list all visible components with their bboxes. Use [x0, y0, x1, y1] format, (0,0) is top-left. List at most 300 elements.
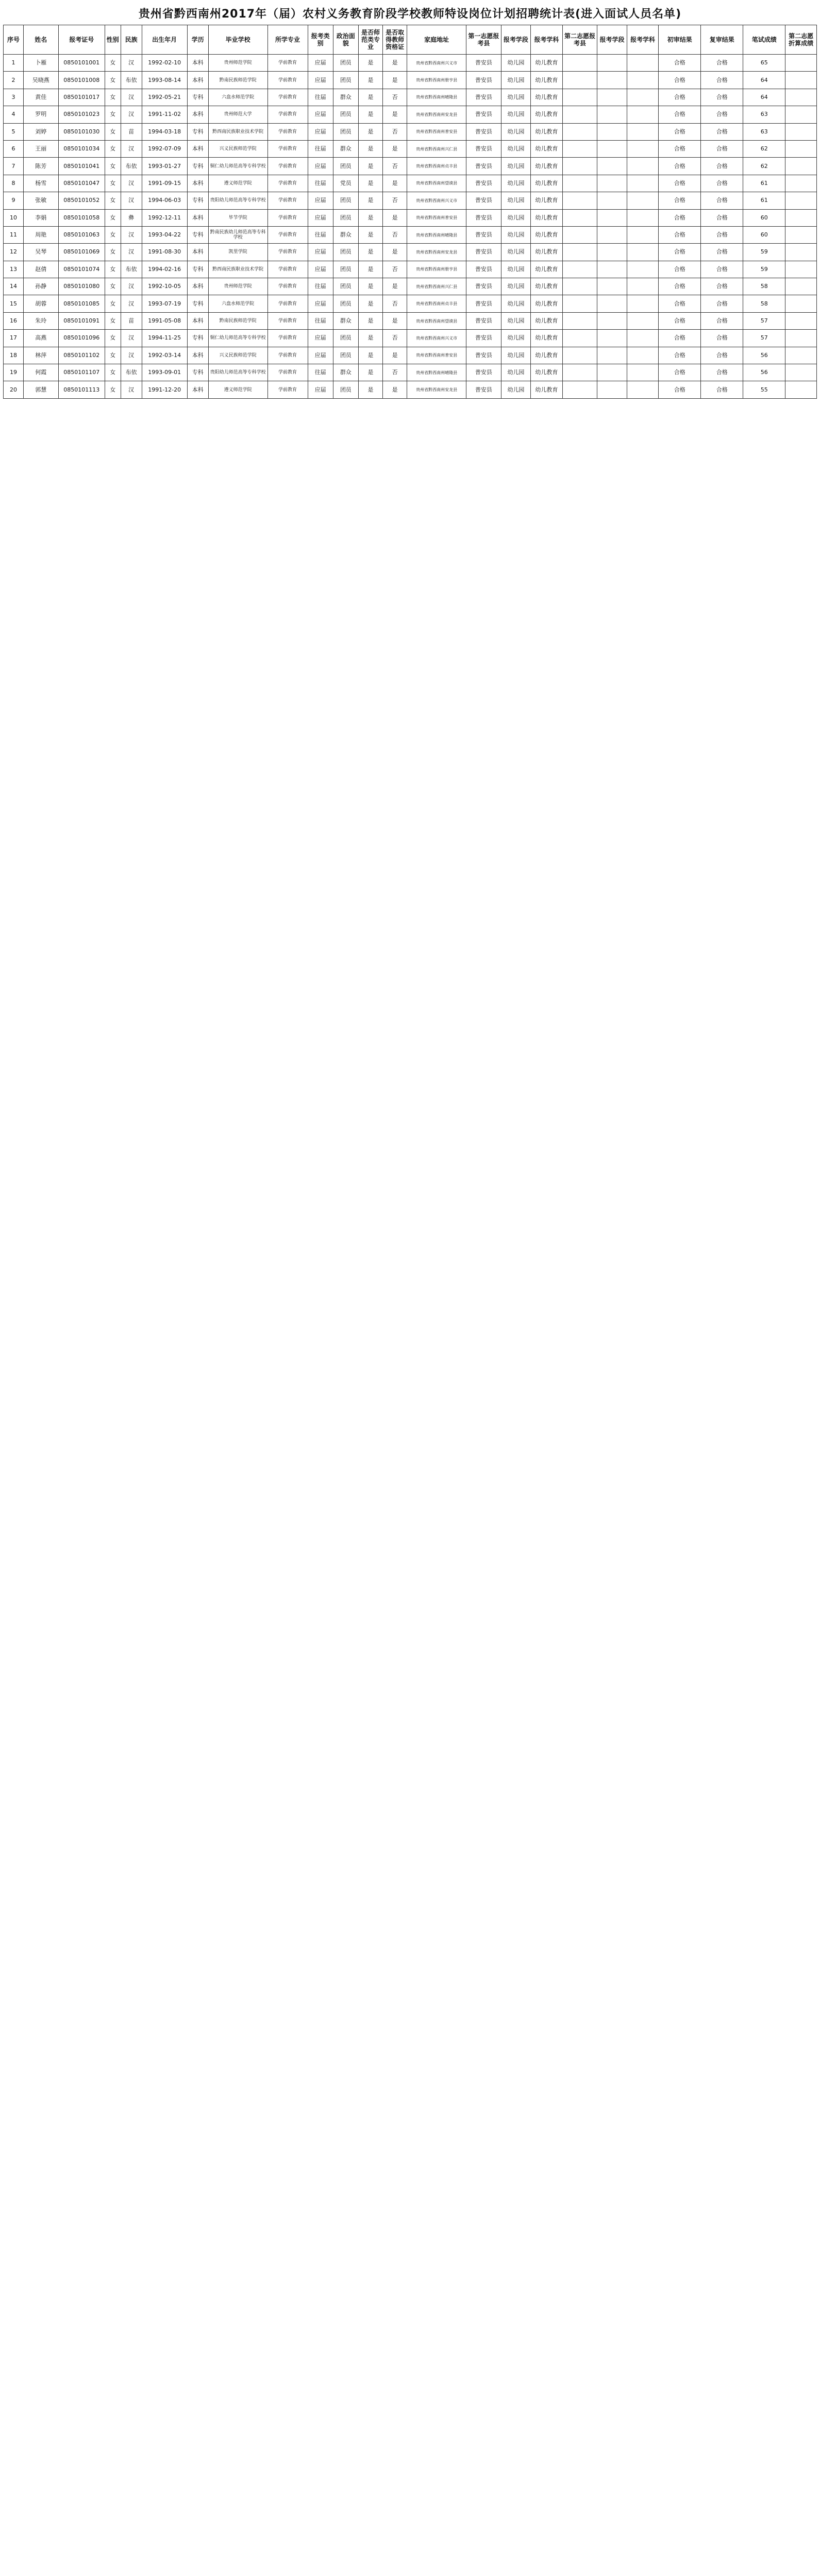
table-cell: 学前教育: [267, 72, 308, 89]
table-cell: 1993-07-19: [142, 295, 187, 312]
table-cell: 是: [358, 261, 382, 278]
table-cell: 团员: [333, 192, 358, 209]
table-cell: 是: [358, 140, 382, 157]
table-cell: 普安县: [466, 312, 501, 329]
table-cell: 4: [4, 106, 24, 123]
table-cell: 是: [383, 244, 407, 261]
table-cell: [597, 244, 627, 261]
table-cell: 合格: [659, 261, 701, 278]
table-cell: 1991-09-15: [142, 175, 187, 192]
table-cell: [562, 226, 597, 243]
table-cell: 贵州省黔西南州望谟县: [407, 312, 466, 329]
table-cell: 兴义民族师范学院: [208, 347, 267, 364]
table-cell: 合格: [659, 123, 701, 140]
table-cell: [627, 175, 659, 192]
table-cell: 1994-02-16: [142, 261, 187, 278]
table-cell: 13: [4, 261, 24, 278]
table-cell: 合格: [659, 209, 701, 226]
table-cell: [597, 364, 627, 381]
table-cell: 幼儿教育: [531, 106, 563, 123]
table-cell: 学前教育: [267, 261, 308, 278]
table-cell: 58: [743, 295, 785, 312]
table-cell: 0850101047: [58, 175, 105, 192]
table-row: [4, 244, 817, 261]
table-cell: 否: [383, 226, 407, 243]
table-cell: 应届: [308, 295, 333, 312]
table-cell: 0850101107: [58, 364, 105, 381]
table-cell: 是: [358, 158, 382, 175]
table-cell: 学前教育: [267, 123, 308, 140]
table-row: [4, 123, 817, 140]
table-cell: 0850101080: [58, 278, 105, 295]
table-cell: 合格: [701, 55, 743, 72]
table-cell: 女: [105, 55, 121, 72]
table-cell: 黔西南民族职业技术学院: [208, 261, 267, 278]
document-title: 贵州省黔西南州2017年（届）农村义务教育阶段学校教师特设岗位计划招聘统计表(进入面试人员名单): [138, 8, 682, 21]
table-cell: 60: [743, 226, 785, 243]
table-cell: 8: [4, 175, 24, 192]
table-cell: [627, 72, 659, 89]
table-cell: 团员: [333, 72, 358, 89]
table-cell: 合格: [659, 347, 701, 364]
table-cell: 是: [358, 278, 382, 295]
table-cell: 汉: [121, 278, 142, 295]
table-cell: 幼儿教育: [531, 209, 563, 226]
table-cell: 凯里学院: [208, 244, 267, 261]
table-cell: 14: [4, 278, 24, 295]
column-header: 民族: [121, 25, 142, 55]
table-cell: 兴义民族师范学院: [208, 140, 267, 157]
table-cell: [562, 89, 597, 106]
table-cell: 团员: [333, 261, 358, 278]
table-row: [4, 295, 817, 312]
table-cell: 女: [105, 295, 121, 312]
table-cell: 女: [105, 226, 121, 243]
table-cell: [597, 123, 627, 140]
table-cell: 普安县: [466, 226, 501, 243]
table-row: [4, 158, 817, 175]
table-row: [4, 364, 817, 381]
table-cell: 学前教育: [267, 209, 308, 226]
table-cell: 遵义师范学院: [208, 381, 267, 398]
table-cell: 黔西南民族职业技术学院: [208, 123, 267, 140]
table-cell: 幼儿教育: [531, 55, 563, 72]
table-cell: 20: [4, 381, 24, 398]
table-cell: 合格: [701, 295, 743, 312]
table-cell: 黔南民族师范学院: [208, 312, 267, 329]
table-cell: [627, 55, 659, 72]
table-cell: 学前教育: [267, 55, 308, 72]
table-cell: 本科: [187, 381, 208, 398]
table-cell: 普安县: [466, 330, 501, 347]
table-cell: 合格: [701, 261, 743, 278]
table-cell: [627, 158, 659, 175]
table-cell: 幼儿园: [501, 72, 530, 89]
table-row: [4, 175, 817, 192]
table-cell: 幼儿园: [501, 209, 530, 226]
table-cell: 合格: [701, 140, 743, 157]
table-cell: 贵州省黔西南州晴隆县: [407, 89, 466, 106]
table-cell: 合格: [659, 364, 701, 381]
table-cell: [785, 175, 817, 192]
table-cell: 1992-05-21: [142, 89, 187, 106]
table-cell: 本科: [187, 175, 208, 192]
table-cell: 贵州省黔西南州普安县: [407, 123, 466, 140]
table-cell: 胡蓉: [23, 295, 58, 312]
table-cell: 女: [105, 72, 121, 89]
table-cell: 贵州省黔西南州望谟县: [407, 175, 466, 192]
table-cell: [597, 347, 627, 364]
table-cell: [562, 381, 597, 398]
table-row: [4, 278, 817, 295]
table-cell: 苗: [121, 312, 142, 329]
column-header: 复审结果: [701, 25, 743, 55]
table-cell: 应届: [308, 244, 333, 261]
table-cell: [785, 312, 817, 329]
table-cell: 合格: [659, 158, 701, 175]
table-cell: 幼儿教育: [531, 381, 563, 398]
table-cell: [562, 347, 597, 364]
table-cell: 群众: [333, 364, 358, 381]
table-cell: 贵州省黔西南州晴隆县: [407, 364, 466, 381]
table-cell: 汉: [121, 89, 142, 106]
table-cell: [785, 364, 817, 381]
table-cell: [627, 295, 659, 312]
table-cell: [562, 140, 597, 157]
table-cell: [562, 295, 597, 312]
table-row: [4, 192, 817, 209]
table-cell: 合格: [701, 209, 743, 226]
table-cell: 幼儿园: [501, 106, 530, 123]
table-cell: [785, 55, 817, 72]
table-cell: [627, 106, 659, 123]
table-cell: 1994-03-18: [142, 123, 187, 140]
table-cell: 是: [358, 209, 382, 226]
table-cell: 63: [743, 106, 785, 123]
table-cell: [562, 261, 597, 278]
table-cell: 幼儿教育: [531, 140, 563, 157]
table-cell: 本科: [187, 278, 208, 295]
table-cell: 否: [383, 364, 407, 381]
table-cell: 女: [105, 158, 121, 175]
table-cell: 幼儿园: [501, 278, 530, 295]
column-header: 毕业学校: [208, 25, 267, 55]
table-cell: 1991-08-30: [142, 244, 187, 261]
table-cell: 罗明: [23, 106, 58, 123]
table-cell: 17: [4, 330, 24, 347]
table-cell: 是: [358, 244, 382, 261]
table-cell: 汉: [121, 106, 142, 123]
table-cell: [627, 347, 659, 364]
table-cell: 普安县: [466, 55, 501, 72]
table-cell: 布依: [121, 158, 142, 175]
table-cell: 0850101091: [58, 312, 105, 329]
table-cell: 应届: [308, 72, 333, 89]
table-cell: 团员: [333, 209, 358, 226]
table-cell: 否: [383, 261, 407, 278]
table-cell: 学前教育: [267, 192, 308, 209]
table-cell: 专科: [187, 226, 208, 243]
table-cell: 是: [358, 192, 382, 209]
table-cell: 合格: [659, 175, 701, 192]
column-header: 出生年月: [142, 25, 187, 55]
table-cell: 女: [105, 123, 121, 140]
table-cell: 是: [383, 347, 407, 364]
table-cell: 幼儿教育: [531, 158, 563, 175]
table-cell: 是: [358, 89, 382, 106]
table-cell: 卜雁: [23, 55, 58, 72]
table-cell: 本科: [187, 347, 208, 364]
table-cell: 1993-09-01: [142, 364, 187, 381]
table-cell: 是: [383, 72, 407, 89]
table-cell: 是: [383, 278, 407, 295]
table-cell: 10: [4, 209, 24, 226]
table-cell: 11: [4, 226, 24, 243]
table-cell: 贵州省黔西南州安龙县: [407, 381, 466, 398]
table-cell: 黔南民族幼儿师范高等专科学校: [208, 226, 267, 243]
table-cell: 幼儿园: [501, 312, 530, 329]
table-cell: 合格: [659, 72, 701, 89]
table-cell: 学前教育: [267, 140, 308, 157]
table-cell: 否: [383, 295, 407, 312]
table-cell: 65: [743, 55, 785, 72]
table-cell: 55: [743, 381, 785, 398]
table-cell: 19: [4, 364, 24, 381]
table-cell: 合格: [701, 244, 743, 261]
table-cell: [627, 209, 659, 226]
table-cell: 女: [105, 347, 121, 364]
table-cell: 合格: [701, 175, 743, 192]
table-cell: 贵阳幼儿师范高等专科学校: [208, 192, 267, 209]
table-cell: 64: [743, 89, 785, 106]
table-cell: 学前教育: [267, 106, 308, 123]
table-cell: 0850101058: [58, 209, 105, 226]
table-cell: 幼儿园: [501, 295, 530, 312]
table-cell: 学前教育: [267, 89, 308, 106]
table-cell: 林萍: [23, 347, 58, 364]
table-row: [4, 330, 817, 347]
table-cell: 学前教育: [267, 175, 308, 192]
table-cell: 应届: [308, 381, 333, 398]
table-cell: 是: [358, 175, 382, 192]
table-cell: 是: [358, 123, 382, 140]
table-cell: 3: [4, 89, 24, 106]
table-cell: 党员: [333, 175, 358, 192]
table-cell: [597, 55, 627, 72]
table-cell: 苗: [121, 123, 142, 140]
table-cell: [597, 330, 627, 347]
table-cell: 否: [383, 158, 407, 175]
table-cell: [562, 106, 597, 123]
table-cell: 61: [743, 175, 785, 192]
table-cell: [597, 89, 627, 106]
table-cell: 合格: [701, 364, 743, 381]
table-cell: 幼儿教育: [531, 261, 563, 278]
table-cell: 汉: [121, 381, 142, 398]
table-cell: 58: [743, 278, 785, 295]
table-cell: 合格: [659, 295, 701, 312]
table-cell: 学前教育: [267, 226, 308, 243]
table-cell: 5: [4, 123, 24, 140]
table-cell: [597, 226, 627, 243]
table-cell: 汉: [121, 347, 142, 364]
table-cell: [562, 55, 597, 72]
table-cell: 贵阳幼儿师范高等专科学校: [208, 364, 267, 381]
table-cell: 0850101096: [58, 330, 105, 347]
table-cell: 汉: [121, 295, 142, 312]
table-cell: 布依: [121, 261, 142, 278]
table-cell: 合格: [659, 278, 701, 295]
table-cell: [597, 140, 627, 157]
table-cell: 62: [743, 158, 785, 175]
table-cell: 合格: [701, 192, 743, 209]
table-cell: 0850101069: [58, 244, 105, 261]
table-cell: 0850101102: [58, 347, 105, 364]
table-cell: 61: [743, 192, 785, 209]
table-cell: 是: [383, 209, 407, 226]
table-cell: 学前教育: [267, 347, 308, 364]
table-cell: 女: [105, 175, 121, 192]
table-cell: 否: [383, 89, 407, 106]
table-cell: 汉: [121, 175, 142, 192]
table-cell: 赵倩: [23, 261, 58, 278]
table-cell: 合格: [659, 312, 701, 329]
table-cell: 应届: [308, 55, 333, 72]
table-cell: 专科: [187, 295, 208, 312]
table-cell: 贵州省黔西南州兴仁县: [407, 278, 466, 295]
table-cell: 是: [358, 364, 382, 381]
table-cell: 幼儿园: [501, 244, 530, 261]
table-cell: 贵州师范学院: [208, 278, 267, 295]
column-header: 第一志愿报考县: [466, 25, 501, 55]
table-cell: 团员: [333, 381, 358, 398]
table-cell: 普安县: [466, 192, 501, 209]
table-cell: 合格: [701, 89, 743, 106]
table-cell: 0850101008: [58, 72, 105, 89]
table-cell: 是: [383, 140, 407, 157]
table-cell: 毕节学院: [208, 209, 267, 226]
table-cell: 合格: [701, 123, 743, 140]
table-cell: 普安县: [466, 278, 501, 295]
table-cell: 孙静: [23, 278, 58, 295]
table-cell: 普安县: [466, 123, 501, 140]
table-row: [4, 140, 817, 157]
table-cell: 幼儿教育: [531, 175, 563, 192]
table-cell: 团员: [333, 244, 358, 261]
table-cell: 女: [105, 381, 121, 398]
table-cell: 汉: [121, 140, 142, 157]
table-cell: 合格: [659, 89, 701, 106]
table-cell: 57: [743, 312, 785, 329]
table-cell: [627, 89, 659, 106]
table-cell: 黔南民族师范学院: [208, 72, 267, 89]
table-cell: 合格: [701, 312, 743, 329]
table-cell: 56: [743, 347, 785, 364]
table-cell: 1991-12-20: [142, 381, 187, 398]
table-cell: 合格: [659, 106, 701, 123]
column-header: 是否师范类专业: [358, 25, 382, 55]
table-cell: 团员: [333, 55, 358, 72]
column-header: 所学专业: [267, 25, 308, 55]
table-cell: 专科: [187, 330, 208, 347]
table-cell: 合格: [701, 106, 743, 123]
table-header-row: [4, 25, 817, 55]
table-cell: 否: [383, 123, 407, 140]
table-cell: 0850101113: [58, 381, 105, 398]
table-cell: [785, 140, 817, 157]
table-cell: 团员: [333, 106, 358, 123]
table-cell: 合格: [701, 278, 743, 295]
table-cell: 李娟: [23, 209, 58, 226]
table-row: [4, 106, 817, 123]
table-cell: 0850101085: [58, 295, 105, 312]
table-cell: 应届: [308, 158, 333, 175]
table-cell: 合格: [659, 140, 701, 157]
table-cell: 专科: [187, 123, 208, 140]
table-cell: 1992-03-14: [142, 347, 187, 364]
table-cell: 汉: [121, 244, 142, 261]
table-cell: [597, 261, 627, 278]
table-cell: 本科: [187, 140, 208, 157]
table-cell: 合格: [701, 226, 743, 243]
table-cell: 本科: [187, 244, 208, 261]
table-cell: 是: [383, 312, 407, 329]
table-cell: [627, 192, 659, 209]
table-cell: 合格: [701, 158, 743, 175]
table-cell: 应届: [308, 347, 333, 364]
column-header: 报考学段: [597, 25, 627, 55]
table-cell: 周艳: [23, 226, 58, 243]
table-cell: 贵州省黔西南州兴义市: [407, 192, 466, 209]
table-cell: [562, 278, 597, 295]
table-body: [4, 55, 817, 399]
table-cell: [597, 295, 627, 312]
column-header: 报考学科: [627, 25, 659, 55]
table-cell: 贵州省黔西南州兴义市: [407, 55, 466, 72]
table-cell: [562, 175, 597, 192]
table-cell: 合格: [701, 72, 743, 89]
table-cell: 幼儿园: [501, 261, 530, 278]
table-cell: [785, 295, 817, 312]
table-cell: 合格: [659, 226, 701, 243]
column-header: 第二志愿折算成绩: [785, 25, 817, 55]
table-cell: 0850101052: [58, 192, 105, 209]
table-cell: 学前教育: [267, 330, 308, 347]
table-cell: 高燕: [23, 330, 58, 347]
table-cell: [627, 244, 659, 261]
table-cell: 幼儿教育: [531, 89, 563, 106]
table-cell: 0850101063: [58, 226, 105, 243]
table-cell: [785, 158, 817, 175]
column-header: 政治面貌: [333, 25, 358, 55]
table-cell: 1993-04-22: [142, 226, 187, 243]
table-cell: 贵州省黔西南州晴隆县: [407, 226, 466, 243]
table-cell: 学前教育: [267, 278, 308, 295]
column-header: 学历: [187, 25, 208, 55]
table-cell: [562, 312, 597, 329]
table-cell: [785, 381, 817, 398]
table-row: [4, 89, 817, 106]
table-cell: 贵州省黔西南州贞丰县: [407, 295, 466, 312]
table-cell: 合格: [701, 330, 743, 347]
table-cell: [627, 364, 659, 381]
table-cell: 63: [743, 123, 785, 140]
table-cell: 陈芳: [23, 158, 58, 175]
table-cell: 幼儿教育: [531, 244, 563, 261]
column-header: 报考学段: [501, 25, 530, 55]
table-row: [4, 72, 817, 89]
table-cell: 合格: [659, 244, 701, 261]
